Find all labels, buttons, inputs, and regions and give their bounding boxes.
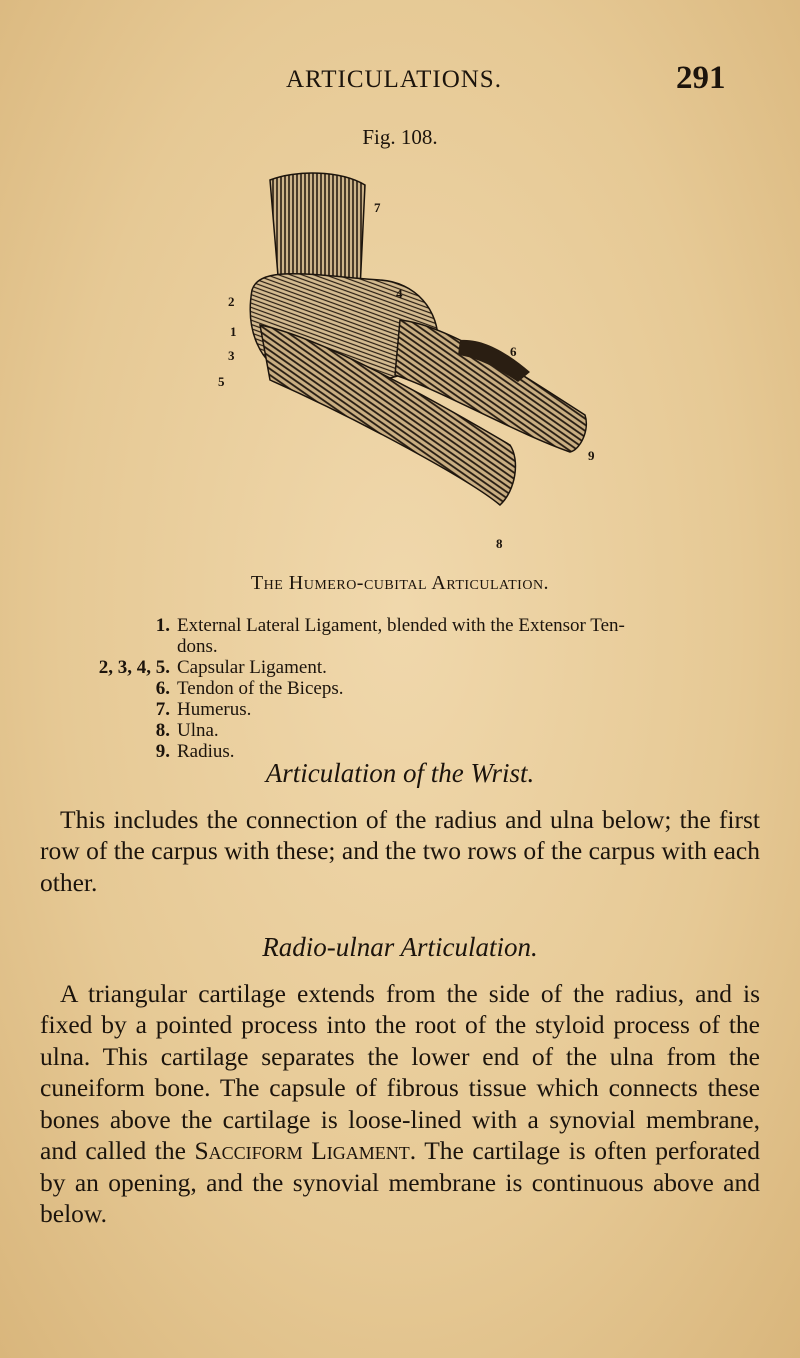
legend-item xyxy=(38,636,778,657)
section-heading-radio-ulnar: Radio-ulnar Articulation. xyxy=(262,932,538,962)
paragraph-wrist xyxy=(40,804,760,899)
legend-item xyxy=(38,720,778,741)
legend-item xyxy=(38,657,778,678)
legend-number: 6. xyxy=(155,678,170,699)
legend-item xyxy=(38,678,778,699)
legend-number: 9. xyxy=(155,741,170,762)
elbow-joint-illustration xyxy=(200,160,620,560)
legend-number: 8. xyxy=(155,720,170,741)
callout-1: 1 xyxy=(230,324,237,339)
paragraph-wrist-text: This includes the connection of the radius and ulna below; the first row of the carpus with these; and the two rows of the carpus with each other. xyxy=(40,804,760,897)
legend-text: Radius. xyxy=(177,741,235,762)
legend-item xyxy=(38,699,778,720)
figure-label: Fig. 108. xyxy=(362,125,438,149)
section-heading-wrist: Articulation of the Wrist. xyxy=(265,758,535,788)
figure-title: The Humero-cubital Articulation. xyxy=(250,572,550,594)
callout-7: 7 xyxy=(374,200,381,215)
paragraph-radio-ulnar-start: A triangular cartilage extends from the side of the radius, and is fixed by a pointed process into the root of the styloid process of the ulna. This cartilage separates the lower end of the ulna from the cuneiform bone. The capsule of fibrous tissue which connects these bones above the cartilage is loose-lined with a synovial membrane, and called the xyxy=(40,978,760,1165)
callout-3: 3 xyxy=(228,348,235,363)
legend-text: Humerus. xyxy=(177,699,252,720)
callout-8: 8 xyxy=(496,536,503,551)
legend-text: dons. xyxy=(177,636,218,657)
callout-6: 6 xyxy=(510,344,517,359)
paragraph-radio-ulnar xyxy=(40,978,760,1230)
paragraph-radio-ulnar-end: The cartilage is often perforated by an opening, and the synovial membrane is continuous above and below. xyxy=(40,1136,760,1228)
elbow-engraving xyxy=(200,160,620,560)
legend-text: Tendon of the Biceps. xyxy=(177,678,344,699)
legend-number: 1. xyxy=(155,615,170,636)
callout-2: 2 xyxy=(228,294,235,309)
legend-item xyxy=(38,615,778,636)
legend-text: Capsular Ligament. xyxy=(177,657,327,678)
page-number: 291 xyxy=(676,60,726,96)
legend-number: 2, 3, 4, 5. xyxy=(98,657,170,678)
callout-9: 9 xyxy=(588,448,595,463)
callout-5: 5 xyxy=(218,374,225,389)
legend-text: External Lateral Ligament, blended with the Extensor Ten- xyxy=(177,615,625,636)
running-title: ARTICULATIONS. xyxy=(286,66,502,93)
callout-4: 4 xyxy=(396,286,403,301)
sacciform-ligament-term: Sacciform Ligament. xyxy=(194,1136,417,1165)
running-head xyxy=(0,60,800,100)
legend-number: 7. xyxy=(155,699,170,720)
figure-legend xyxy=(38,615,778,762)
legend-text: Ulna. xyxy=(177,720,219,741)
